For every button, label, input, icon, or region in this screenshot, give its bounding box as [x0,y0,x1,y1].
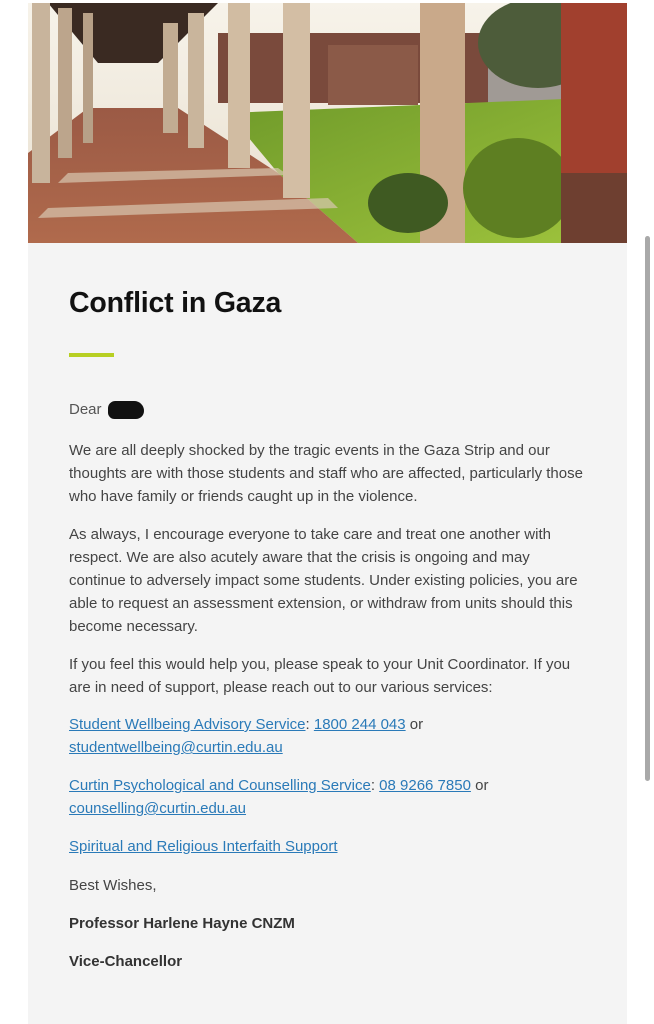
hero-image [28,3,627,243]
email-title: Conflict in Gaza [69,287,282,319]
greeting [69,399,144,421]
student-wellbeing-link[interactable]: Student Wellbeing Advisory Service [69,716,306,733]
or-text: or [405,716,424,733]
signature-name: Professor Harlene Hayne CNZM [69,915,295,932]
interfaith-support-link[interactable]: Spiritual and Religious Interfaith Support [69,838,338,855]
student-wellbeing-email-link[interactable]: studentwellbeing@curtin.edu.au [69,739,283,756]
campus-photo-icon [28,3,627,243]
or-text: or [470,777,489,794]
paragraph-2: As always, I encourage everyone to take care and treat one another with respect. We are also acutely aware that the crisis is ongoing and may continue to adversely impact some students. Under existing policies, you are able to request an assessment extension, or withdraw from units should this become necessary. [69,526,578,635]
email-card [28,3,627,1024]
paragraph-3: If you feel this would help you, please speak to your Unit Coordinator. If you are in need of support, please reach out to our various services: [69,656,571,696]
greeting-text: Dear [69,401,102,418]
student-wellbeing-phone-link[interactable]: 1800 244 043 [313,716,406,733]
closing: Best Wishes, [69,877,157,894]
title-accent-bar [69,353,114,357]
counselling-email-link[interactable]: counselling@curtin.edu.au [69,800,247,817]
signature-title: Vice-Chancellor [69,953,183,970]
counselling-service-link[interactable]: Curtin Psychological and Counselling Service [69,777,371,794]
service-student-wellbeing [69,713,589,759]
separator: : [370,777,380,794]
service-interfaith [69,835,589,858]
separator: : [305,716,314,733]
redacted-recipient-name [108,401,144,419]
scrollbar[interactable] [645,236,650,781]
service-counselling [69,774,589,820]
counselling-phone-link[interactable]: 08 9266 7850 [379,777,471,794]
paragraph-1: We are all deeply shocked by the tragic events in the Gaza Strip and our thoughts are with those students and staff who are affected, particularly those who have family or friends caught up in the violence. [69,442,583,505]
